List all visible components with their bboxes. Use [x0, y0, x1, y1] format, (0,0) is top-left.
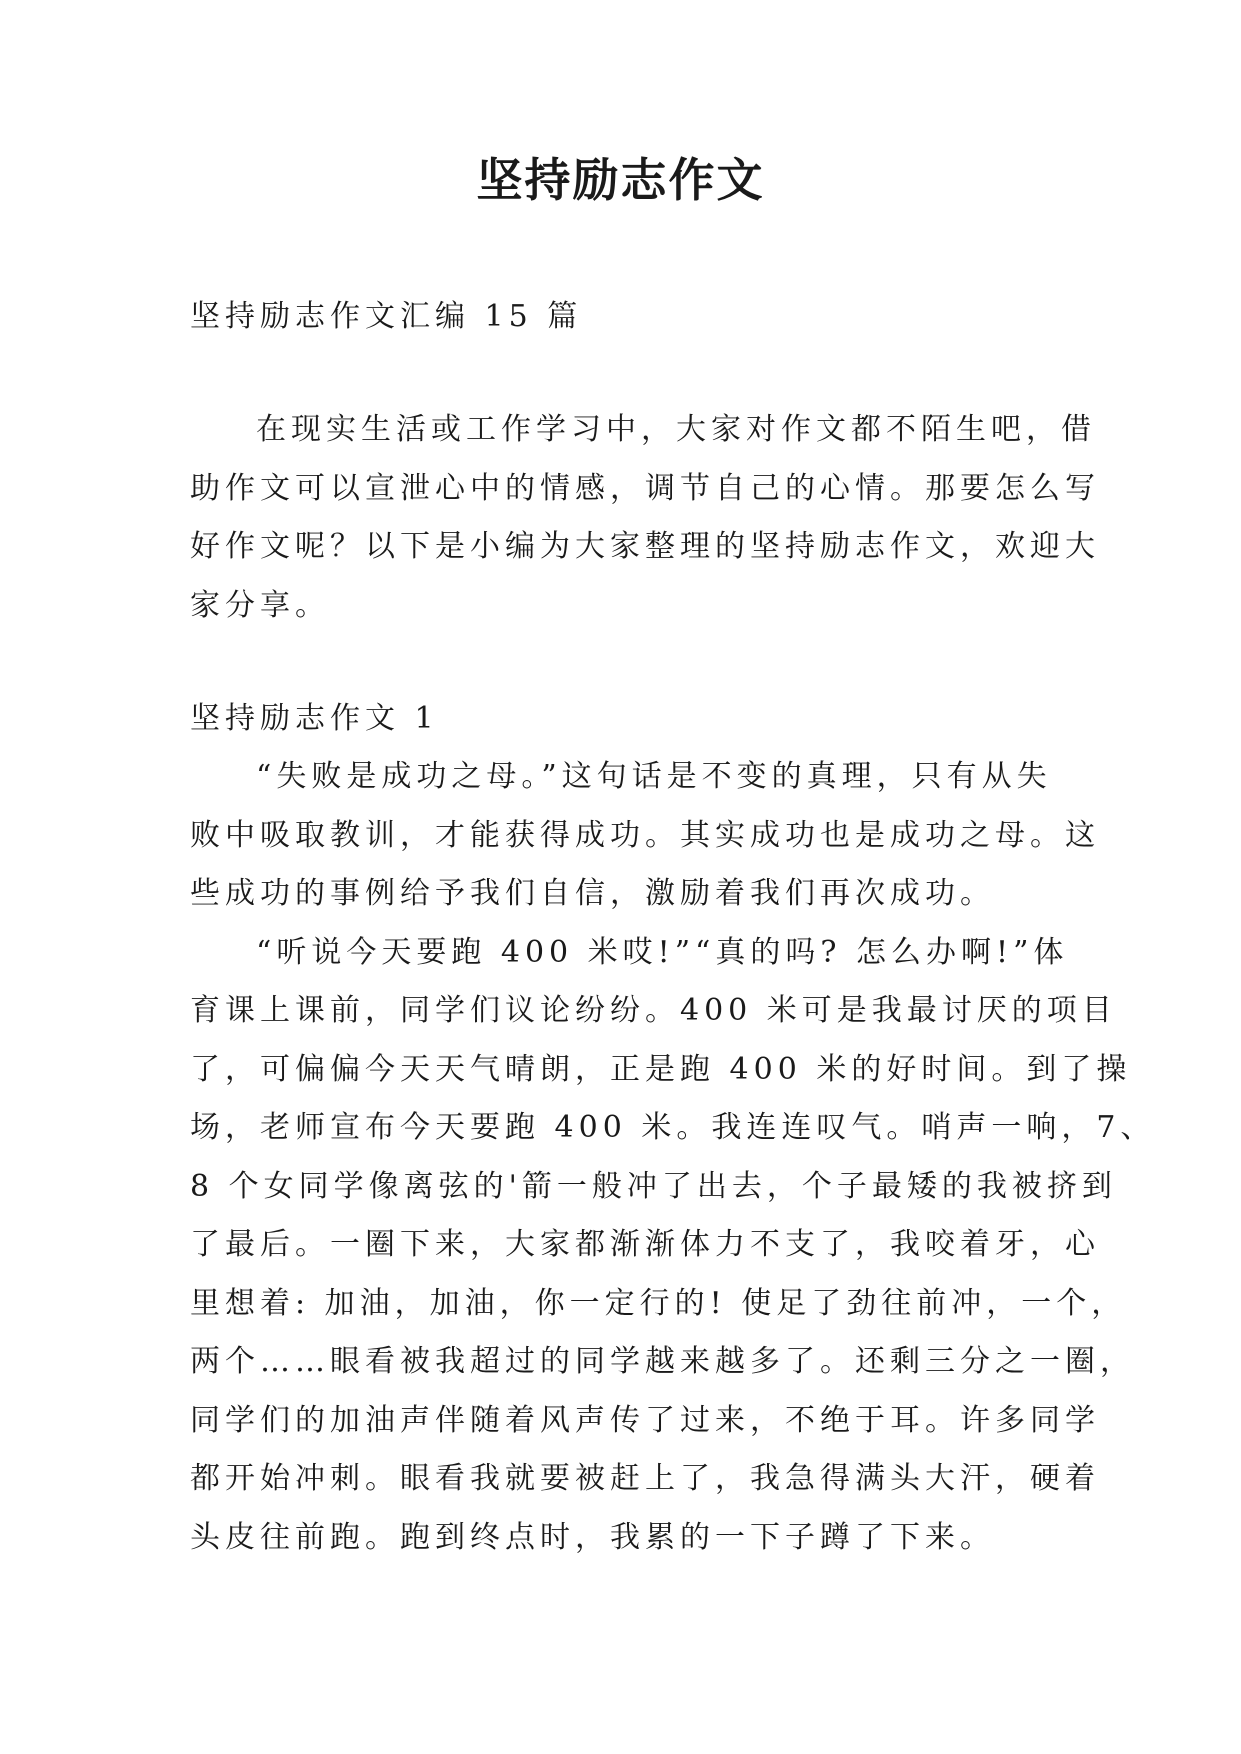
- section-heading: [190, 690, 1052, 749]
- paragraph-line: 里想着: 加油，加油，你一定行的! 使足了劲往前冲，一个，: [190, 1285, 1127, 1321]
- paragraph-line: 场，老师宣布今天要跑 400 米。我连连叹气。哨声一响，7、: [190, 1110, 1156, 1145]
- paragraph-line: 些成功的事例给予我们自信，激励着我们再次成功。: [190, 876, 995, 911]
- paragraph-line: 败中吸取教训，才能获得成功。其实成功也是成功之母。这: [190, 817, 1100, 853]
- paragraph-line: 同学们的加油声伴随着风声传了过来，不绝于耳。许多同学: [190, 1402, 1100, 1438]
- document-title: 坚持励志作文: [476, 153, 765, 207]
- intro-line: 家分享。: [190, 587, 330, 623]
- subtitle-line: 坚持励志作文汇编 15 篇: [190, 299, 583, 334]
- intro-paragraph: [190, 401, 1100, 635]
- paragraph-line: 育课上课前，同学们议论纷纷。400 米可是我最讨厌的项目: [190, 993, 1117, 1028]
- paragraph-line: 头皮往前跑。跑到终点时，我累的一下子蹲了下来。: [190, 1519, 995, 1555]
- paragraph-line: 两个……眼看被我超过的同学越来越多了。还剩三分之一圈，: [190, 1344, 1135, 1379]
- document-subtitle: [190, 288, 1052, 347]
- intro-line: 在现实生活或工作学习中，大家对作文都不陌生吧，借: [256, 412, 1096, 447]
- paragraph-line: 都开始冲刺。眼看我就要被赶上了，我急得满头大汗，硬着: [190, 1461, 1100, 1496]
- paragraph-line: 8 个女同学像离弦的'箭一般冲了出去，个子最矮的我被挤到: [190, 1168, 1117, 1204]
- intro-line: 助作文可以宣泄心中的情感，调节自己的心情。那要怎么写: [190, 470, 1100, 506]
- intro-line: 好作文呢？以下是小编为大家整理的坚持励志作文，欢迎大: [190, 529, 1100, 564]
- essay-body: [190, 748, 1156, 1567]
- paragraph-line: 了最后。一圈下来，大家都渐渐体力不支了，我咬着牙，心: [190, 1227, 1100, 1262]
- section-heading-line: 坚持励志作文 1: [190, 701, 439, 736]
- paragraph-line: 了，可偏偏今天天气晴朗，正是跑 400 米的好时间。到了操: [190, 1051, 1132, 1087]
- paragraph-line: “听说今天要跑 400 米哎!”“真的吗? 怎么办啊!”体: [256, 934, 1069, 970]
- paragraph-line: “失败是成功之母。”这句话是不变的真理，只有从失: [256, 759, 1052, 794]
